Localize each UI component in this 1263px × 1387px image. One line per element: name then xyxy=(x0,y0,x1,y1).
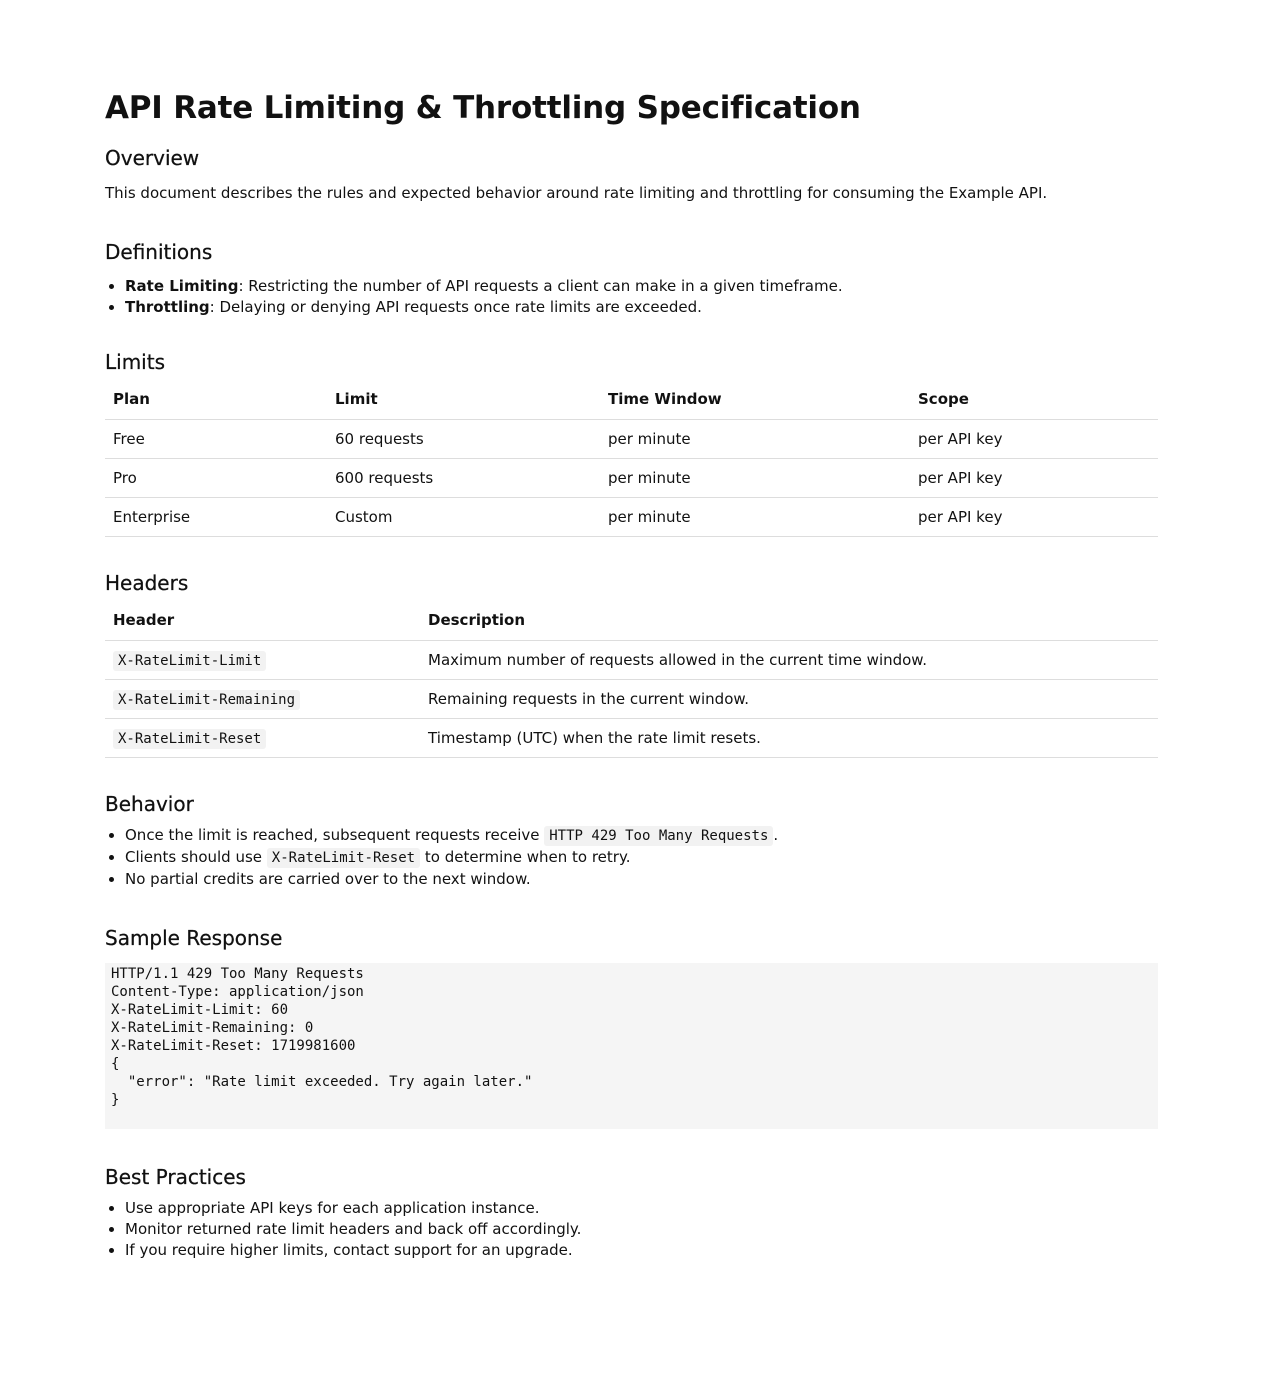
table-cell: Timestamp (UTC) when the rate limit resets. xyxy=(420,719,1158,758)
header-name-code: X-RateLimit-Reset xyxy=(113,729,266,749)
sample-heading: Sample Response xyxy=(105,926,283,950)
list-item: • Use appropriate API keys for each application instance. xyxy=(125,1198,1158,1219)
list-item: • If you require higher limits, contact support for an upgrade. xyxy=(125,1240,1158,1261)
list-item xyxy=(125,276,1158,297)
behavior-section xyxy=(105,790,1158,890)
table-row xyxy=(105,719,1158,758)
status-code: HTTP 429 Too Many Requests xyxy=(544,826,773,846)
document xyxy=(105,86,1158,1261)
overview-section xyxy=(105,144,1158,204)
table-cell: Free xyxy=(105,420,327,459)
table-row xyxy=(105,420,1158,459)
behavior-heading: Behavior xyxy=(105,792,194,816)
column-header: Limit xyxy=(327,379,600,420)
overview-heading: Overview xyxy=(105,146,200,170)
behavior-list xyxy=(105,825,1158,890)
definition-text: : Delaying or denying API requests once rate limits are exceeded. xyxy=(209,298,702,316)
table-cell: 600 requests xyxy=(327,459,600,498)
sample-code-block: HTTP/1.1 429 Too Many Requests Content-Type: application/json X-RateLimit-Limit: 60 X-RateLimit-Remaining: 0 X-RateLimit-Reset: 1719981600 { "error": "Rate limit exceeded. Try again later." } xyxy=(105,963,1158,1129)
table-cell: per minute xyxy=(600,498,910,537)
table-row xyxy=(105,641,1158,680)
table-cell: per API key xyxy=(910,459,1158,498)
table-cell xyxy=(105,680,420,719)
definitions-list xyxy=(105,276,1158,318)
limits-table xyxy=(105,379,1158,537)
definition-term: Throttling xyxy=(125,298,210,316)
table-cell: 60 requests xyxy=(327,420,600,459)
table-cell: Remaining requests in the current window. xyxy=(420,680,1158,719)
table-row xyxy=(105,498,1158,537)
table-cell: Enterprise xyxy=(105,498,327,537)
limits-section xyxy=(105,348,1158,537)
behavior-text: Clients should use xyxy=(125,848,267,866)
list-item: • No partial credits are carried over to the next window. xyxy=(125,869,1158,890)
definitions-heading: Definitions xyxy=(105,240,213,264)
sample-section xyxy=(105,924,1158,1129)
column-header: Header xyxy=(105,600,420,641)
column-header: Scope xyxy=(910,379,1158,420)
list-item xyxy=(125,297,1158,318)
table-header-row xyxy=(105,600,1158,641)
table-row xyxy=(105,680,1158,719)
headers-table xyxy=(105,600,1158,758)
definitions-section xyxy=(105,238,1158,318)
list-item xyxy=(125,847,1158,869)
header-name-code: X-RateLimit-Reset xyxy=(267,848,420,868)
table-row xyxy=(105,459,1158,498)
definition-term: Rate Limiting xyxy=(125,277,239,295)
behavior-text: to determine when to retry. xyxy=(420,848,631,866)
table-cell xyxy=(105,719,420,758)
table-cell: per API key xyxy=(910,420,1158,459)
table-cell: per minute xyxy=(600,420,910,459)
table-cell: per API key xyxy=(910,498,1158,537)
page-title: API Rate Limiting & Throttling Specification xyxy=(105,90,861,126)
definition-text: : Restricting the number of API requests a client can make in a given timeframe. xyxy=(238,277,843,295)
behavior-text: . xyxy=(773,826,779,844)
column-header: Time Window xyxy=(600,379,910,420)
table-cell: Maximum number of requests allowed in the current time window. xyxy=(420,641,1158,680)
header-name-code: X-RateLimit-Limit xyxy=(113,651,266,671)
list-item xyxy=(125,825,1158,847)
headers-heading: Headers xyxy=(105,571,189,595)
headers-section xyxy=(105,569,1158,758)
table-cell: Custom xyxy=(327,498,600,537)
table-header-row xyxy=(105,379,1158,420)
limits-heading: Limits xyxy=(105,350,165,374)
best-practices-section xyxy=(105,1163,1158,1261)
behavior-text: Once the limit is reached, subsequent requests receive xyxy=(125,826,545,844)
overview-text: This document describes the rules and expected behavior around rate limiting and throttling for consuming the Example API. xyxy=(105,184,1048,202)
best-practices-heading: Best Practices xyxy=(105,1165,246,1189)
column-header: Description xyxy=(420,600,1158,641)
header-name-code: X-RateLimit-Remaining xyxy=(113,690,300,710)
list-item: • Monitor returned rate limit headers and back off accordingly. xyxy=(125,1219,1158,1240)
table-cell: Pro xyxy=(105,459,327,498)
best-practices-list xyxy=(105,1198,1158,1261)
column-header: Plan xyxy=(105,379,327,420)
table-cell: per minute xyxy=(600,459,910,498)
table-cell xyxy=(105,641,420,680)
